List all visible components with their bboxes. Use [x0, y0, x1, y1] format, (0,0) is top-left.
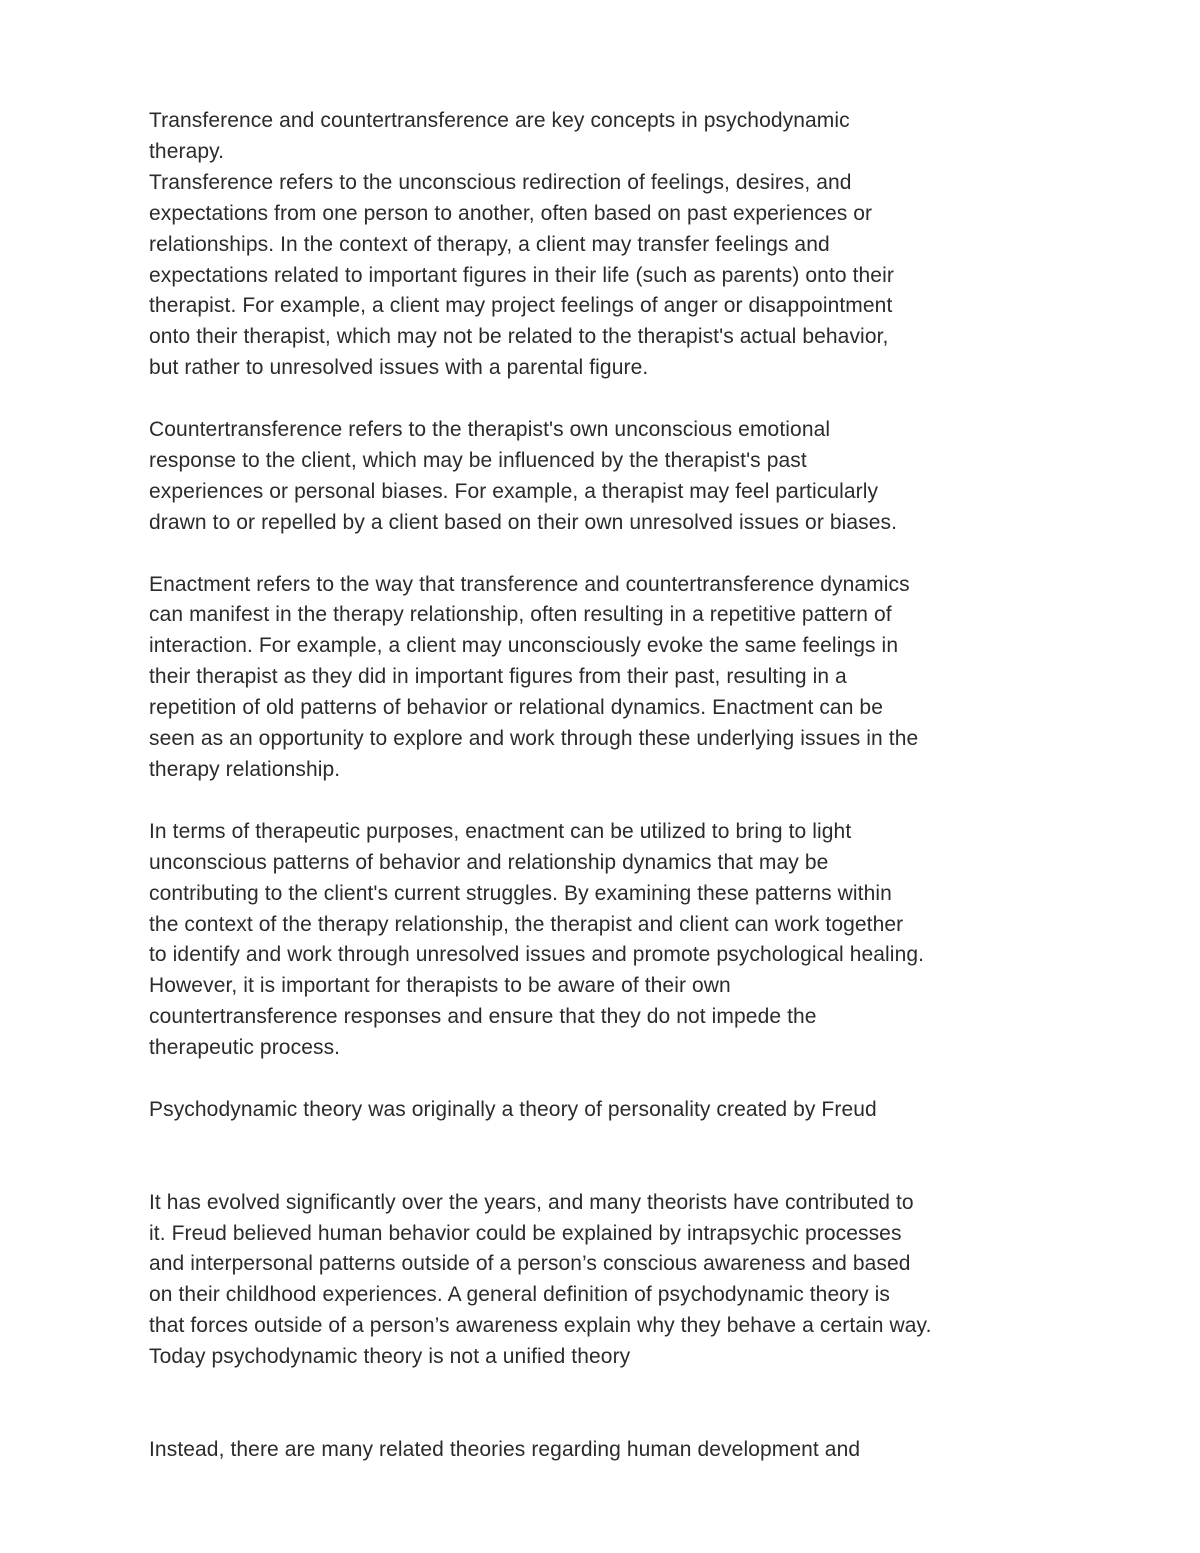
paragraph-spacer	[149, 786, 1079, 817]
paragraph-spacer	[149, 1064, 1079, 1095]
paragraph-freud-evolution: It has evolved significantly over the years, and many theorists have contributed to it. Freud believed human behavior could be explained by intrapsychic processes and interpersonal patterns outside of a person’s conscious awareness and based on their childhood experiences. A general definition of psychodynamic theory is that forces outside of a person’s awareness explain why they behave a certain way. Today psychodynamic theory is not a unified theory	[149, 1190, 932, 1369]
paragraph-related-theories: Instead, there are many related theories regarding human development and	[149, 1437, 861, 1461]
paragraph-spacer-large	[149, 1373, 1079, 1435]
paragraph-spacer-large	[149, 1126, 1079, 1188]
document-body	[149, 106, 1079, 1466]
paragraph-spacer	[149, 539, 1079, 570]
paragraph-psychodynamic-theory: Psychodynamic theory was originally a theory of personality created by Freud	[149, 1097, 877, 1121]
paragraph-therapeutic-purposes: In terms of therapeutic purposes, enactment can be utilized to bring to light unconscious patterns of behavior and relationship dynamics that may be contributing to the client's current struggles. By examining these patterns within the context of the therapy relationship, the therapist and client can work together to identify and work through unresolved issues and promote psychological healing. However, it is important for therapists to be aware of their own countertransference responses and ensure that they do not impede the therapeutic process.	[149, 819, 925, 1060]
paragraph-countertransference: Countertransference refers to the therapist's own unconscious emotional response to the client, which may be influenced by the therapist's past experiences or personal biases. For example, a therapist may feel particularly drawn to or repelled by a client based on their own unresolved issues or biases.	[149, 418, 898, 534]
paragraph-transference: Transference and countertransference are key concepts in psychodynamic therapy. Transference refers to the unconscious redirection of feelings, desires, and expectations from one person to another, often based on past experiences or relationships. In the context of therapy, a client may transfer feelings and expectations related to important figures in their life (such as parents) onto their therapist. For example, a client may project feelings of anger or disappointment onto their therapist, which may not be related to the therapist's actual behavior, but rather to unresolved issues with a parental figure.	[149, 109, 894, 380]
paragraph-spacer	[149, 384, 1079, 415]
paragraph-enactment: Enactment refers to the way that transference and countertransference dynamics can manifest in the therapy relationship, often resulting in a repetitive pattern of interaction. For example, a client may unconsciously evoke the same feelings in their therapist as they did in important figures from their past, resulting in a repetition of old patterns of behavior or relational dynamics. Enactment can be seen as an opportunity to explore and work through these underlying issues in the therapy relationship.	[149, 572, 919, 781]
